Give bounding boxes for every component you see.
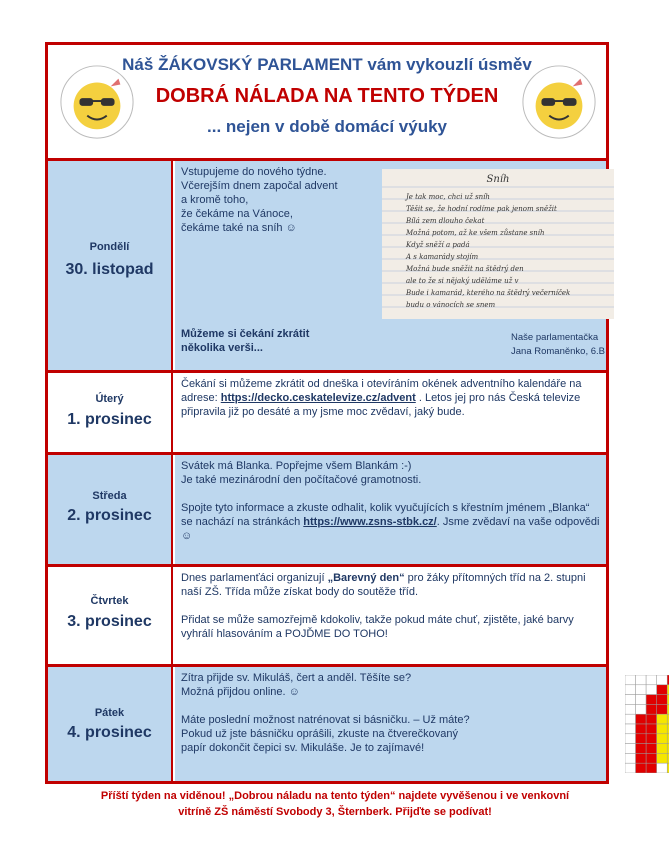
day-content [175, 455, 606, 564]
day-row-tuesday [48, 370, 606, 452]
day-name: Pátek [94, 707, 125, 719]
advent-calendar-link[interactable]: https://decko.ceskatelevize.cz/advent [220, 392, 416, 404]
grid-cell [657, 753, 668, 763]
header-subtitle: ... nejen v době domácí výuky [207, 117, 447, 136]
paragraph [181, 571, 600, 599]
mikulas-hat-grid-image [625, 675, 669, 773]
text-span: pro žáky přítomných tříd na 2. stupni naší ZŠ. Třída může získat body do soutěže tříd. [181, 572, 586, 598]
day-name: Čtvrtek [90, 595, 129, 607]
grid-cell [625, 714, 636, 724]
day-name: Úterý [95, 393, 124, 405]
grid-cell [625, 753, 636, 763]
header-title: DOBRÁ NÁLADA NA TENTO TÝDEN [155, 85, 499, 107]
day-name: Pondělí [89, 241, 130, 253]
grid-cell [636, 744, 647, 754]
grid-cell [625, 695, 636, 705]
grid-cell [636, 695, 647, 705]
day-cell [48, 161, 173, 370]
text-line: čekáme také na sníh ☺ [181, 222, 297, 234]
poem-photo [382, 169, 614, 319]
grid-cell [636, 753, 647, 763]
grid-cell [646, 753, 657, 763]
day-cell [48, 567, 173, 664]
day-row-friday [48, 664, 606, 781]
grid-cell [657, 763, 668, 773]
paragraph [181, 377, 600, 419]
grid-cell [646, 763, 657, 773]
grid-cell [625, 704, 636, 714]
poem-title: Sníh [486, 174, 510, 185]
grid-cell [636, 704, 647, 714]
bold-text: „Barevný den“ [327, 572, 405, 584]
day-row-monday [48, 158, 606, 370]
grid-cell [646, 744, 657, 754]
poem-line: A s kamarády stojím [406, 253, 479, 261]
text-line: že čekáme na Vánoce, [181, 208, 293, 220]
day-content [175, 161, 606, 370]
grid-cell [646, 695, 657, 705]
grid-cell [646, 714, 657, 724]
poem-line: Je tak moc, chci už sníh [406, 193, 490, 201]
poem-line: ale to že si nějaký uděláme už v [406, 277, 519, 285]
photo-caption: Naše parlamentačka Jana Romaněnko, 6.B [511, 332, 606, 357]
paragraph [181, 501, 600, 543]
day-content [175, 373, 606, 452]
grid-cell [657, 695, 668, 705]
grid-cell [636, 724, 647, 734]
header-line-1: Náš ŽÁKOVSKÝ PARLAMENT vám vykouzlí úsměv [122, 55, 532, 74]
day-cell [48, 455, 173, 564]
day-cell [48, 373, 173, 452]
day-content [175, 667, 606, 781]
footer [40, 788, 630, 820]
grid-cell [636, 763, 647, 773]
text-span: . Letos jej pro nás Česká televize připravila již po desáté a my jsme moc zvědaví, jaký bude. [181, 392, 581, 418]
poem-line: Bílá zem dlouho čekat [406, 217, 485, 225]
bold-closing-text: Můžeme si čekání zkrátit několika verši... [181, 328, 310, 354]
grid-cell [636, 734, 647, 744]
grid-cell [636, 675, 647, 685]
day-name: Středa [92, 490, 127, 502]
day-cell [48, 667, 173, 781]
text-span: Čekání si můžeme zkrátit od dneška i otevíráním okének adventního kalendáře na adrese: [181, 378, 582, 404]
grid-cell [636, 685, 647, 695]
day-date: 1. prosinec [67, 411, 152, 428]
grid-cell [625, 675, 636, 685]
poem-line: Možná bude sněžit na štědrý den [406, 265, 524, 273]
grid-cell [625, 734, 636, 744]
footer-line: vitríně ZŠ náměstí Svobody 3, Šternberk. Přijďte se podívat! [178, 806, 492, 818]
paragraph: Přidat se může samozřejmě kdokoliv, takže pokud máte chuť, zjistěte, jaké barvy vyhrálí hlasováním a POJĎME DO TOHO! [181, 614, 574, 640]
grid-cell [646, 704, 657, 714]
day-row-thursday [48, 564, 606, 664]
text-span: Dnes parlamenťáci organizují [181, 572, 328, 584]
text-line: a kromě toho, [181, 194, 249, 206]
grid-cell [657, 744, 668, 754]
school-website-link[interactable]: https://www.zsns-stbk.cz/ [303, 516, 437, 528]
poem-line: Možná potom, až ke všem zůstane sníh [406, 229, 545, 237]
day-date: 3. prosinec [67, 613, 152, 630]
grid-cell [657, 714, 668, 724]
text-span: Spojte tyto informace a zkuste odhalit, kolik vyučujících s křestním jménem „Blanka“ se nachází na stránkách [181, 502, 590, 528]
text-line: Možná přijdou online. ☺ [181, 686, 300, 698]
text-span: . Jsme zvědaví na vaše odpovědi ☺ [181, 516, 600, 542]
text-line: Svátek má Blanka. Popřejme všem Blankám :-) [181, 460, 412, 472]
grid-cell [657, 685, 668, 695]
poem-text [406, 191, 606, 311]
grid-cell [657, 704, 668, 714]
paragraph: Máte poslední možnost natrénovat si básničku. – Už máte? Pokud už jste básničku opráŝili, zkuste na čtverečkovaný papír dokončit čepici sv. Mikuláše. Je to zajímavé! [181, 714, 470, 754]
text-line: Je také mezinárodní den počítačové gramotnosti. [181, 474, 422, 486]
grid-cell [636, 714, 647, 724]
grid-cell [646, 685, 657, 695]
header [48, 45, 606, 158]
poem-line: Když sněží a padá [406, 241, 470, 249]
grid-cell [657, 724, 668, 734]
day-content [175, 567, 606, 664]
poem-line: Bude i kamarád, kterého na štědrý večerníček [406, 289, 571, 297]
grid-cell [657, 675, 668, 685]
day-date: 4. prosinec [67, 724, 152, 741]
grid-cell [625, 744, 636, 754]
grid-cell [625, 685, 636, 695]
grid-cell [625, 763, 636, 773]
day-date: 2. prosinec [67, 507, 152, 524]
poem-line: budu o vánocích se snem [406, 301, 496, 309]
grid-cell [646, 724, 657, 734]
document-frame [45, 42, 609, 784]
grid-cell [625, 724, 636, 734]
text-line: Zítra přijde sv. Mikuláš, čert a anděl. Těšíte se? [181, 672, 412, 684]
text-line: Vstupujeme do nového týdne. [181, 166, 327, 178]
day-date: 30. listopad [65, 261, 154, 278]
text-line: Včerejším dnem započal advent [181, 180, 338, 192]
grid-cell [646, 734, 657, 744]
day-row-wednesday [48, 452, 606, 564]
footer-line: Příští týden na viděnou! „Dobrou náladu na tento týden“ najdete vyvěšenou i ve venkovní [100, 790, 570, 802]
grid-cell [657, 734, 668, 744]
grid-cell [646, 675, 657, 685]
poem-line: Těšit se, že hodní rodíme pak jenom sněžit [406, 205, 557, 213]
